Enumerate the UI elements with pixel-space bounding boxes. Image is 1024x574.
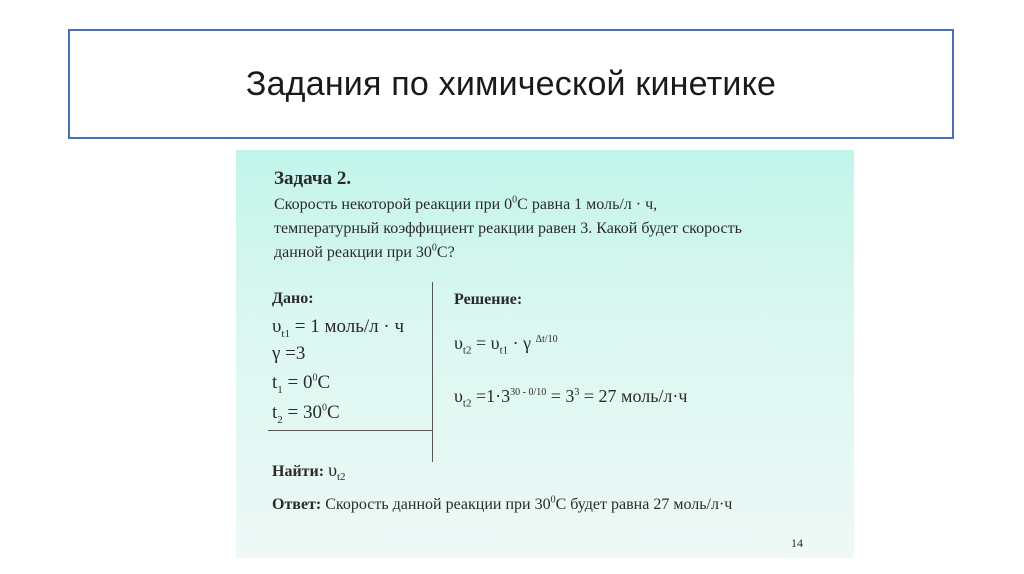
formula-text: υ	[454, 333, 463, 353]
formula-text: υ	[454, 386, 463, 406]
divider-vertical	[432, 282, 433, 462]
formula-subscript: t1	[499, 344, 509, 357]
task-panel	[236, 150, 854, 558]
statement-text: С?	[436, 244, 455, 261]
statement-text: Скорость некоторой реакции при 0	[274, 196, 513, 213]
formula-superscript: Δt/10	[535, 334, 558, 345]
rate-symbol: υ	[272, 316, 282, 337]
task-heading: Задача 2.	[274, 168, 352, 189]
divider-horizontal	[268, 430, 433, 431]
find-label: Найти:	[272, 463, 325, 480]
formula-text: = υ	[471, 333, 500, 353]
given-t2	[272, 402, 340, 424]
degree-superscript: 0	[312, 372, 318, 384]
formula-text: · γ	[508, 333, 536, 353]
slide-title: Задания по химической кинетике	[245, 64, 777, 103]
formula-subscript: t2	[462, 397, 472, 410]
formula-text: = 27 моль/л·ч	[579, 386, 688, 406]
degree-superscript: 0	[322, 402, 327, 414]
t1-value: = 0	[282, 372, 313, 393]
answer-label: Ответ:	[272, 496, 322, 513]
find-symbol: υ	[328, 460, 337, 480]
t1-unit: С	[317, 372, 331, 393]
page-number: 14	[791, 536, 803, 550]
t2-subscript: 2	[277, 413, 283, 426]
answer-text: Скорость данной реакции при 30	[321, 496, 551, 513]
solution-formula-2	[454, 386, 688, 410]
answer-line	[272, 496, 732, 514]
solution-heading: Решение:	[454, 291, 523, 308]
rate-subscript: t1	[281, 327, 290, 340]
degree-superscript: 0	[512, 194, 518, 206]
statement-text: данной реакции при 30	[274, 244, 432, 261]
formula-subscript: t2	[462, 344, 472, 357]
find-subscript: t2	[337, 471, 346, 484]
statement-text: С равна 1 моль/л · ч,	[517, 196, 658, 213]
degree-superscript: 0	[431, 242, 437, 254]
rate-value: = 1 моль/л · ч	[289, 316, 405, 337]
t1-subscript: 1	[277, 383, 283, 396]
given-heading: Дано:	[272, 290, 314, 307]
t2-symbol: t	[272, 402, 278, 423]
formula-superscript: 30 - 0/10	[510, 387, 547, 398]
formula-text: =1·3	[471, 386, 511, 406]
t2-value: = 30	[282, 402, 322, 423]
t1-symbol: t	[272, 372, 278, 393]
given-gamma: γ =3	[272, 343, 306, 364]
degree-superscript: 0	[550, 494, 556, 506]
formula-superscript: 3	[574, 387, 580, 398]
statement-line-1	[274, 196, 657, 214]
solution-formula-1	[454, 333, 558, 357]
answer-text: С будет равна 27 моль/л·ч	[555, 496, 733, 513]
find-line	[272, 460, 346, 484]
statement-line-2: температурный коэффициент реакции равен 3. Какой будет скорость	[274, 220, 742, 237]
title-box	[68, 29, 954, 139]
given-rate	[272, 316, 404, 338]
t2-unit: С	[327, 402, 340, 423]
statement-line-3	[274, 244, 455, 262]
given-t1	[272, 372, 330, 394]
formula-text: = 3	[546, 386, 575, 406]
